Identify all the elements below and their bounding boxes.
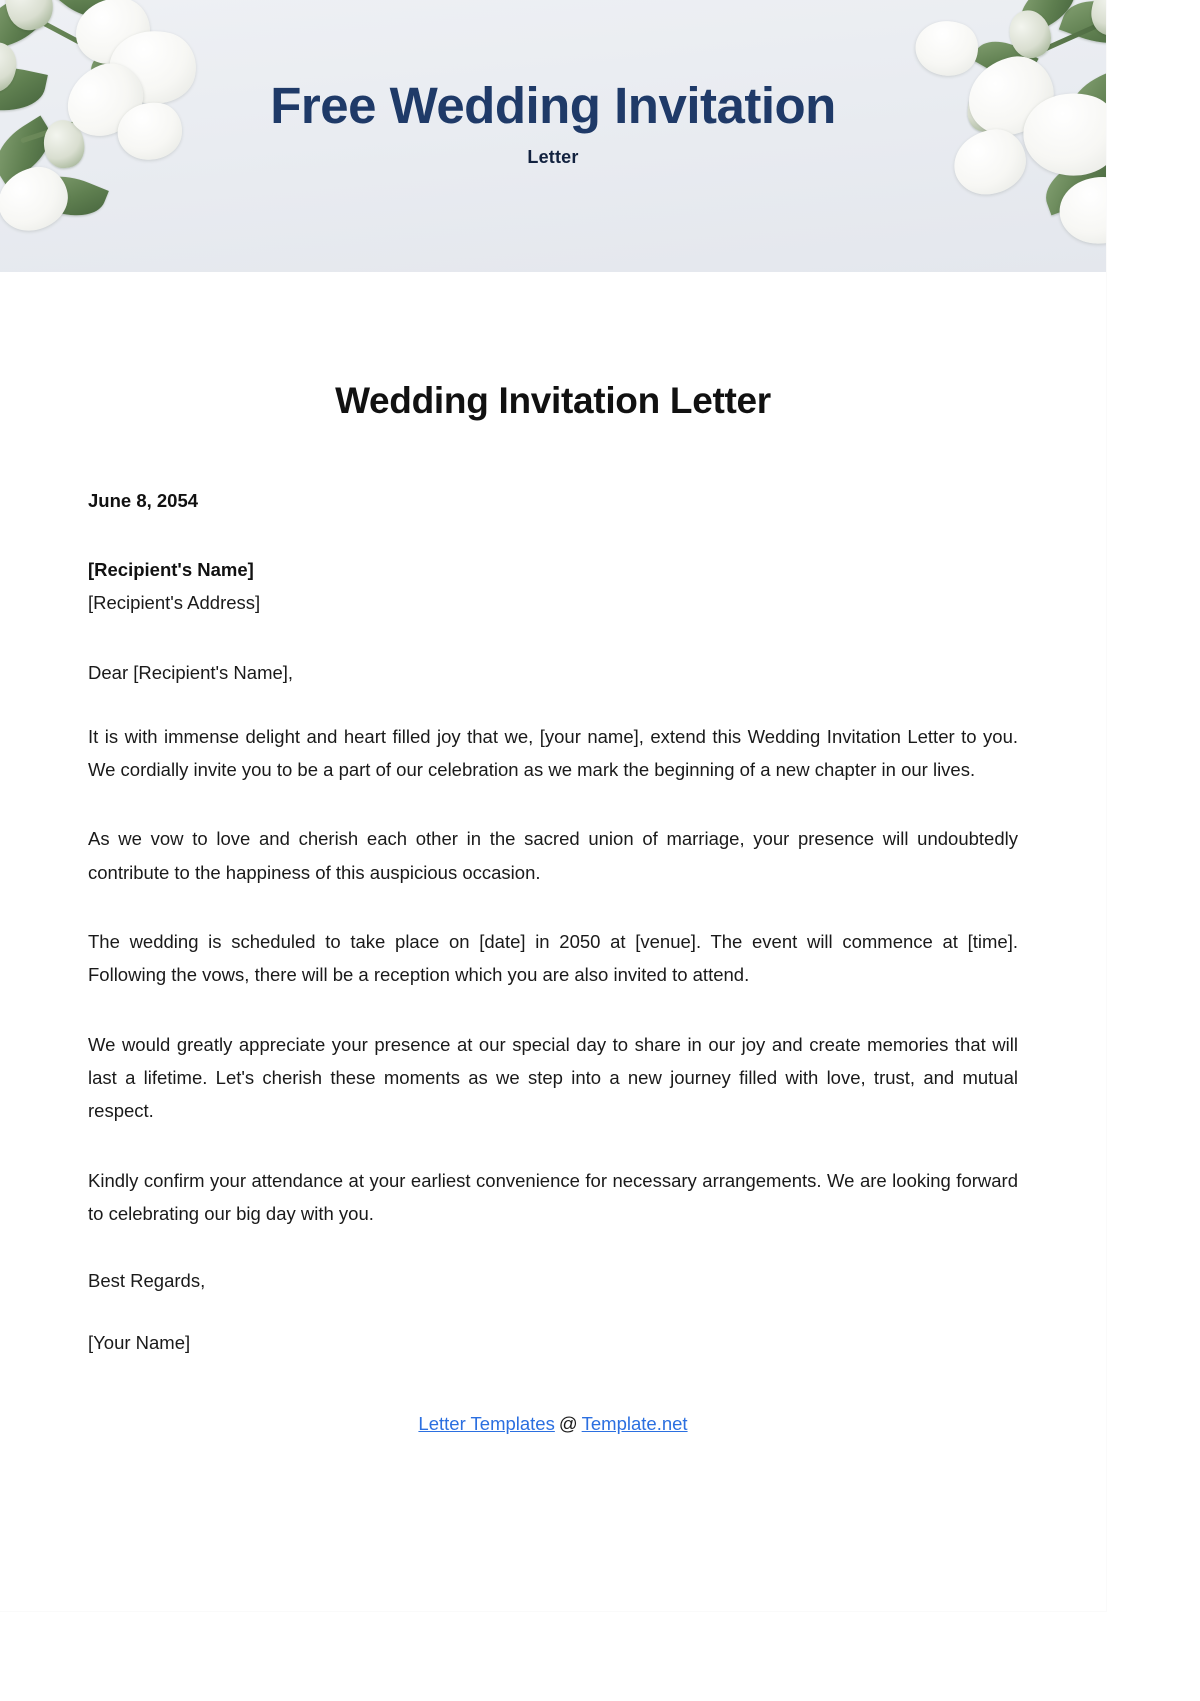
banner-text-group [0, 78, 1106, 168]
letter-templates-link[interactable]: Letter Templates [418, 1413, 555, 1434]
body-paragraph-3: The wedding is scheduled to take place on [date] in 2050 at [venue]. The event will commence at [time]. Following the vows, there will be a reception which you are also invited to attend. [88, 931, 1018, 986]
recipient-address: [Recipient's Address] [88, 591, 261, 613]
body-paragraph-1: It is with immense delight and heart filled joy that we, [your name], extend this Wedding Invitation Letter to you. We cordially invite you to be a part of our celebration as we mark the beginning of a new chapter in our lives. [88, 725, 1018, 781]
recipient-block [88, 554, 1018, 620]
footer-attribution [0, 1413, 1106, 1435]
header-banner [0, 0, 1106, 272]
signature-line: [Your Name] [88, 1332, 191, 1354]
page-title: Wedding Invitation Letter [335, 380, 771, 421]
salutation: Dear [Recipient's Name], [88, 661, 294, 683]
template-net-link[interactable]: Template.net [581, 1413, 688, 1434]
banner-title: Free Wedding Invitation [270, 77, 836, 134]
recipient-name: [Recipient's Name] [88, 559, 254, 580]
banner-subtitle: Letter [527, 147, 579, 168]
letter-date: June 8, 2054 [88, 490, 199, 511]
body-paragraph-4: We would greatly appreciate your presence at our special day to share in our joy and create memories that will last a lifetime. Let's cherish these moments as we step into a new journey filled with love, trust, and mutual respect. [88, 1033, 1018, 1122]
closing-line: Best Regards, [88, 1270, 206, 1292]
footer-separator: @ [558, 1413, 578, 1434]
body-paragraph-2: As we vow to love and cherish each other in the sacred union of marriage, your presence will undoubtedly contribute to the happiness of this auspicious occasion. [88, 828, 1018, 883]
body-paragraph-5: Kindly confirm your attendance at your earliest convenience for necessary arrangements. We are looking forward to celebrating our big day with you. [88, 1169, 1018, 1224]
letter-content [0, 380, 1106, 1354]
